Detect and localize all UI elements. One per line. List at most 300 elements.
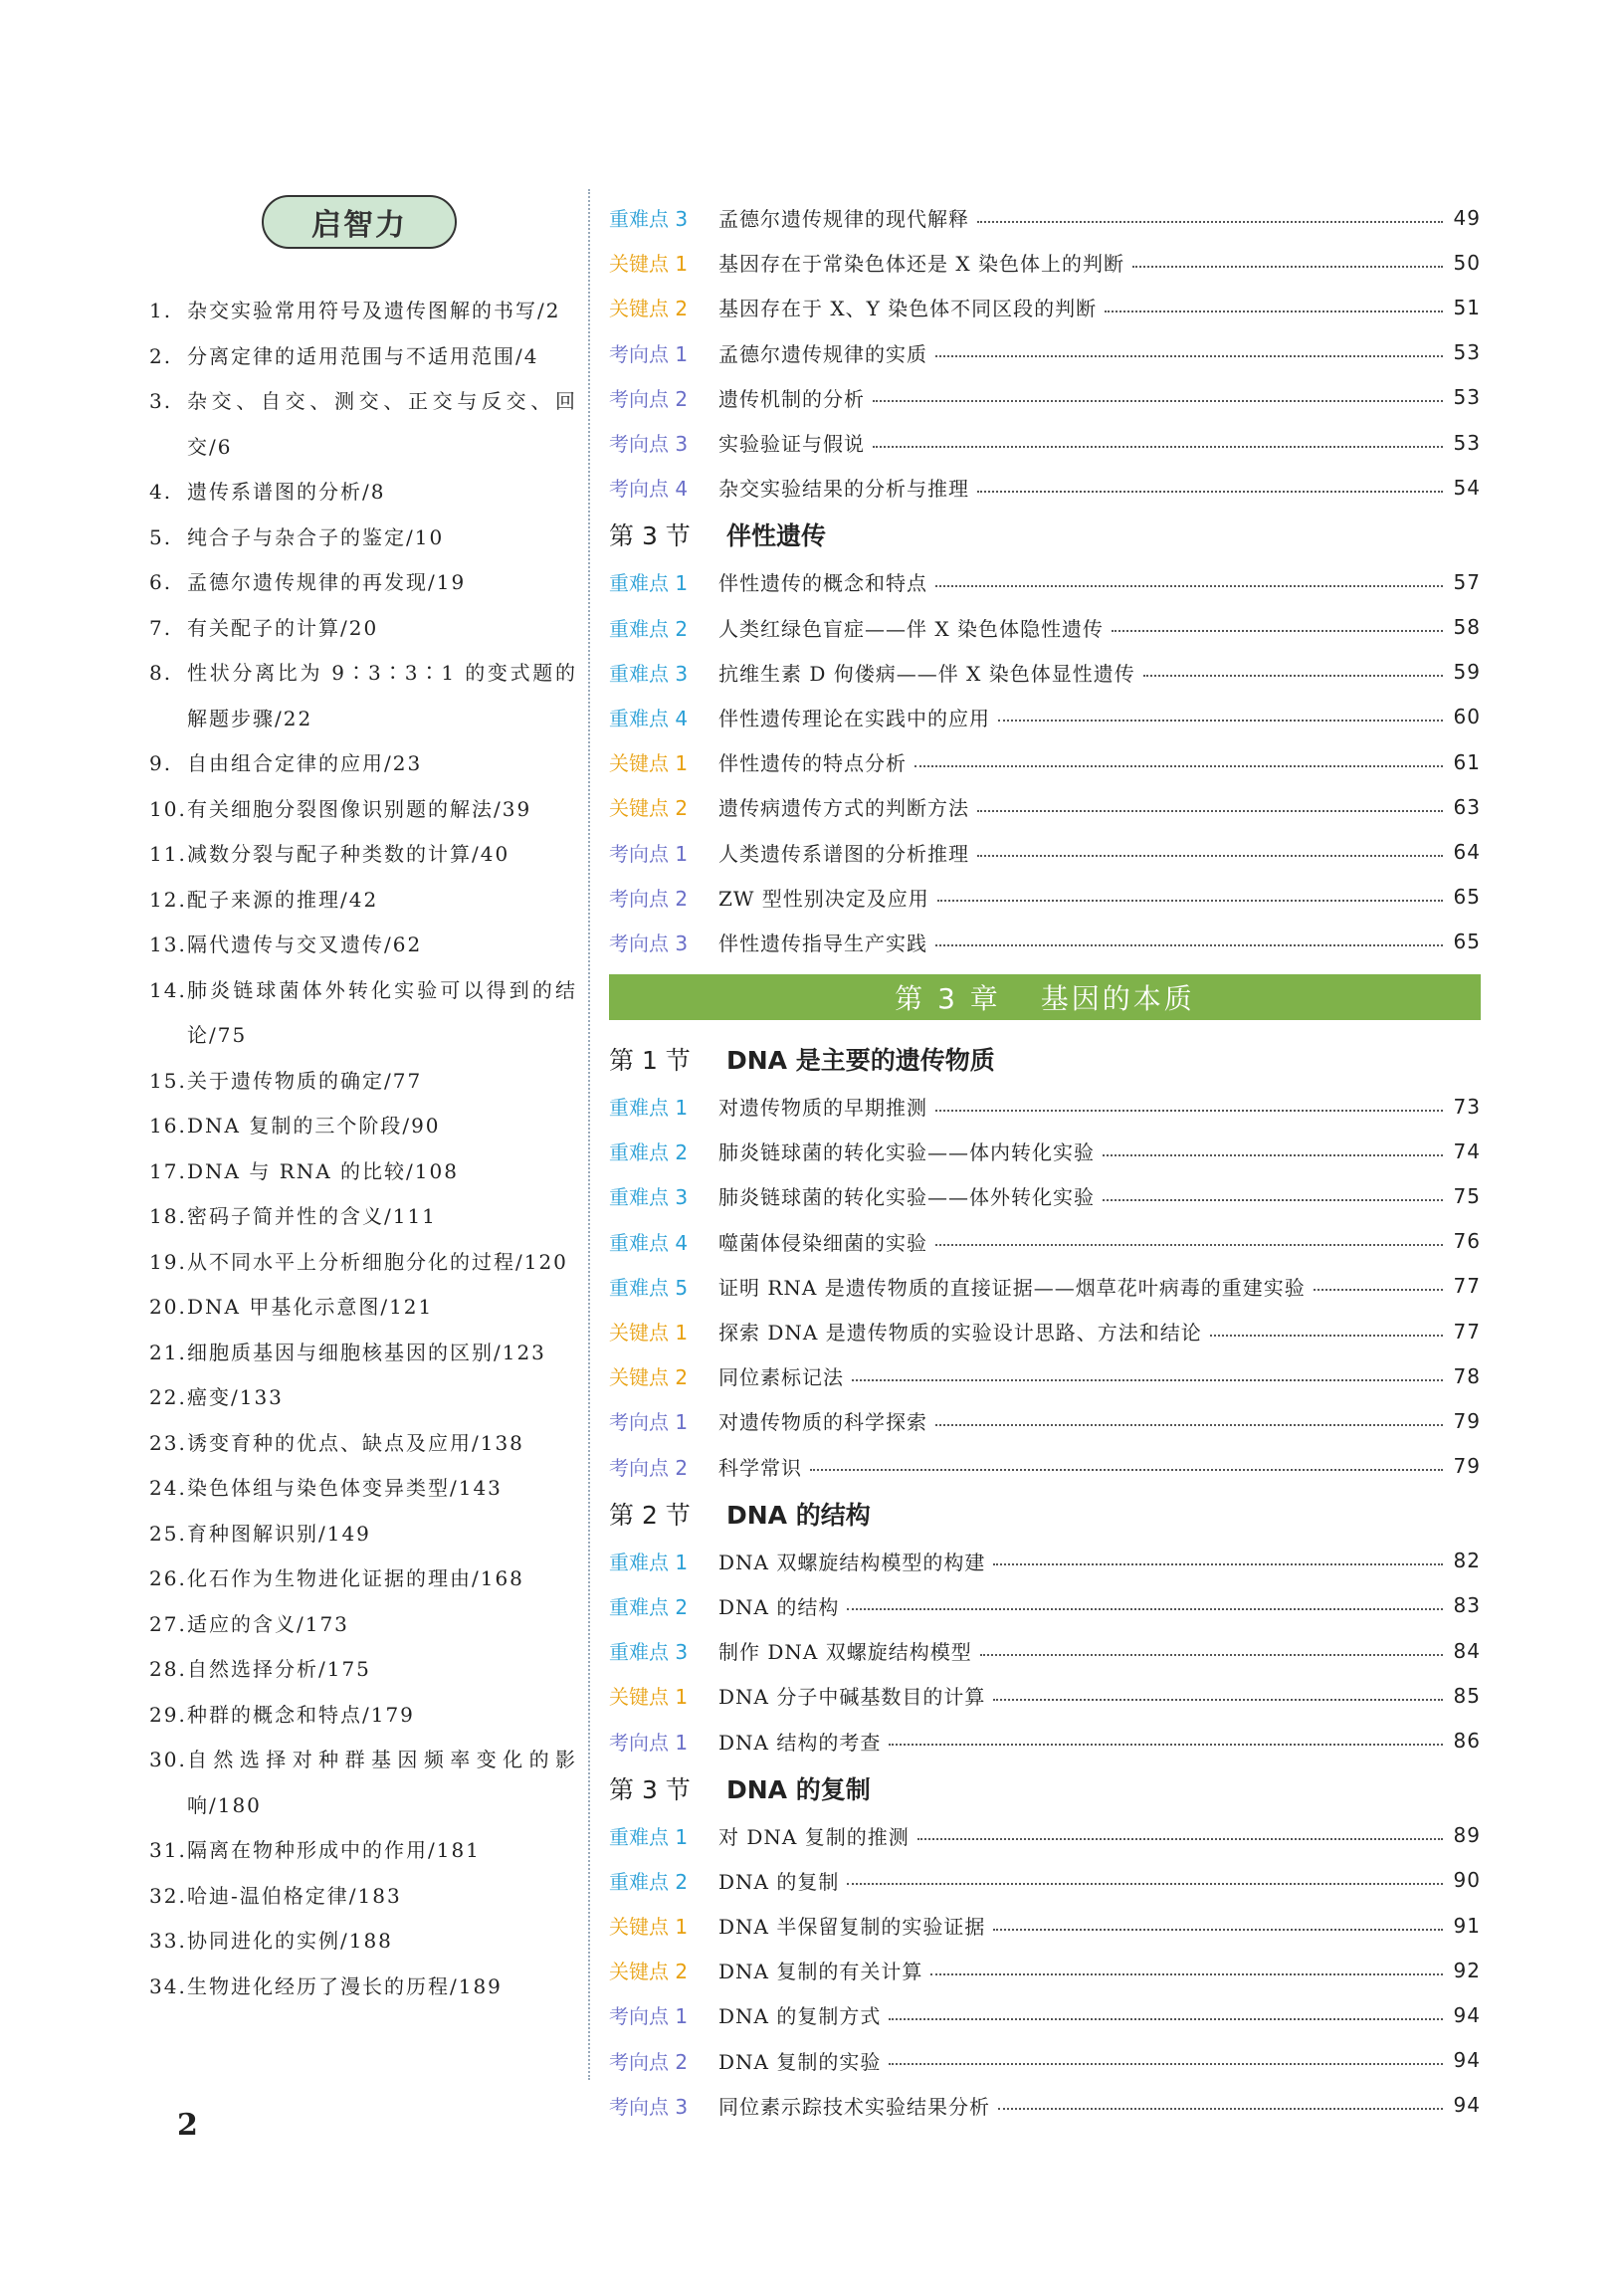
tip-number: 23. [149, 1430, 187, 1455]
toc-tag: 重难点 5 [609, 1275, 689, 1300]
toc-entry[interactable] [609, 1173, 1481, 1218]
tip-number: 13. [149, 932, 187, 956]
tip-text: DNA 与 RNA 的比较/108 [187, 1158, 459, 1183]
dot-leader [852, 1379, 1443, 1381]
toc-title: 同位素示踪技术实验结果分析 [718, 2094, 990, 2119]
dot-leader [1210, 1335, 1443, 1337]
dot-leader [810, 1469, 1443, 1471]
tip-text: 育种图解识别/149 [187, 1521, 371, 1546]
toc-entry[interactable] [609, 285, 1481, 329]
tip-number: 34. [149, 1973, 187, 1998]
toc-tag: 考向点 1 [609, 1410, 689, 1435]
tip-number: 12. [149, 887, 187, 912]
tip-item[interactable] [149, 1331, 577, 1376]
toc-entry[interactable] [609, 920, 1481, 964]
tip-number: 24. [149, 1476, 187, 1500]
section-heading[interactable] [609, 1489, 1481, 1539]
toc-tag: 重难点 3 [609, 1640, 689, 1665]
tip-number: 1. [149, 299, 173, 322]
dot-leader [914, 765, 1443, 767]
toc-entry[interactable] [609, 1718, 1481, 1762]
toc-title: DNA 的复制方式 [718, 2004, 882, 2029]
tip-item[interactable] [149, 1693, 577, 1739]
tip-text: DNA 复制的三个阶段/90 [187, 1114, 441, 1138]
toc-title: 人类红绿色盲症——伴 X 染色体隐性遗传 [718, 616, 1104, 641]
tip-item[interactable] [149, 470, 577, 516]
chapter-banner[interactable] [609, 974, 1481, 1020]
tips-list [149, 289, 577, 2009]
toc-tag: 考向点 3 [609, 931, 689, 955]
tip-item[interactable] [149, 1965, 577, 2010]
toc-tag: 关键点 1 [609, 252, 689, 277]
toc-title: 伴性遗传指导生产实践 [718, 931, 927, 955]
toc-entry[interactable] [609, 739, 1481, 784]
toc-tag: 关键点 1 [609, 1915, 689, 1940]
tip-number: 19. [149, 1249, 187, 1274]
tip-text: 哈迪-温伯格定律/183 [187, 1883, 402, 1908]
toc-title: 肺炎链球菌的转化实验——体内转化实验 [718, 1140, 1095, 1165]
toc-title: 抗维生素 D 佝偻病——伴 X 染色体显性遗传 [718, 661, 1135, 686]
dot-leader [935, 585, 1443, 587]
tip-text: 适应的含义/173 [187, 1611, 349, 1636]
toc-tag: 考向点 3 [609, 432, 689, 457]
dot-leader [977, 810, 1443, 812]
toc-tag: 重难点 2 [609, 1869, 689, 1894]
tip-text: 自然选择分析/175 [187, 1657, 371, 1681]
toc-tag: 重难点 2 [609, 1140, 689, 1165]
dot-leader [889, 2018, 1443, 2020]
toc-page: 60 [1453, 705, 1481, 729]
toc-entry[interactable] [609, 1219, 1481, 1264]
toc-page: 77 [1453, 1319, 1481, 1344]
tip-number: 14. [149, 977, 187, 1002]
toc-entry[interactable] [609, 375, 1481, 420]
toc-page: 73 [1453, 1094, 1481, 1119]
toc-tag: 重难点 2 [609, 616, 689, 641]
tip-number: 20. [149, 1295, 187, 1319]
tip-text: DNA 甲基化示意图/121 [187, 1295, 434, 1319]
toc-page: 61 [1453, 749, 1481, 774]
toc-tag: 考向点 1 [609, 841, 689, 866]
toc-entry[interactable] [609, 1583, 1481, 1628]
tip-number: 28. [149, 1657, 187, 1681]
dot-leader [977, 855, 1443, 857]
dot-leader [935, 1110, 1443, 1112]
tip-item[interactable] [149, 1104, 577, 1149]
tip-item[interactable] [149, 289, 577, 334]
toc-entry[interactable] [609, 829, 1481, 874]
dot-leader [873, 400, 1443, 402]
tip-text: 自然选择对种群基因频率变化的影响/180 [187, 1748, 577, 1817]
tip-number: 27. [149, 1611, 187, 1636]
toc-tag: 关键点 2 [609, 1960, 689, 1984]
tip-item[interactable] [149, 1285, 577, 1331]
tip-item[interactable] [149, 334, 577, 380]
dot-leader [917, 1838, 1443, 1840]
toc-tag: 关键点 2 [609, 1365, 689, 1390]
tip-item[interactable] [149, 1149, 577, 1195]
tip-text: 有关配子的计算/20 [187, 615, 379, 640]
toc-page: 83 [1453, 1593, 1481, 1618]
toc-entry[interactable] [609, 240, 1481, 285]
toc-entry[interactable] [609, 650, 1481, 695]
toc-title: 遗传病遗传方式的判断方法 [718, 796, 969, 821]
toc-page: 74 [1453, 1139, 1481, 1163]
tip-number: 8. [149, 661, 173, 685]
toc-title: 证明 RNA 是遗传物质的直接证据——烟草花叶病毒的重建实验 [718, 1275, 1306, 1300]
dot-leader [1112, 630, 1443, 632]
toc-title: 实验验证与假说 [718, 432, 865, 457]
toc-page: 75 [1453, 1183, 1481, 1208]
section-number: 第 1 节 [609, 1046, 691, 1075]
toc-title: 人类遗传系谱图的分析推理 [718, 841, 969, 866]
toc-entry[interactable] [609, 1858, 1481, 1903]
toc-tag: 关键点 1 [609, 1321, 689, 1346]
chapter-title: 基因的本质 [1040, 982, 1195, 1015]
toc-entry[interactable] [609, 1309, 1481, 1353]
tip-text: 协同进化的实例/188 [187, 1929, 393, 1953]
tip-number: 33. [149, 1929, 187, 1953]
toc-tag: 重难点 1 [609, 1096, 689, 1121]
tip-item[interactable] [149, 787, 577, 833]
toc-page: 65 [1453, 885, 1481, 910]
toc-title: 科学常识 [718, 1455, 802, 1480]
toc-tag: 考向点 1 [609, 341, 689, 366]
dot-leader [847, 1608, 1443, 1610]
section-heading[interactable] [609, 1034, 1481, 1084]
tip-number: 31. [149, 1838, 187, 1862]
dot-leader [935, 944, 1443, 946]
dot-leader [1103, 1199, 1443, 1201]
tip-text: 自由组合定律的应用/23 [187, 751, 423, 775]
toc-title: 探索 DNA 是遗传物质的实验设计思路、方法和结论 [718, 1321, 1202, 1346]
toc-title: DNA 双螺旋结构模型的构建 [718, 1550, 986, 1574]
tip-item[interactable] [149, 968, 577, 1059]
dot-leader [998, 2108, 1443, 2110]
tip-text: 遗传系谱图的分析/8 [187, 480, 386, 504]
tip-item[interactable] [149, 379, 577, 470]
toc-entry[interactable] [609, 1948, 1481, 1992]
tip-number: 26. [149, 1566, 187, 1590]
tip-item[interactable] [149, 1647, 577, 1693]
toc-entry[interactable] [609, 875, 1481, 920]
toc-tag: 重难点 4 [609, 706, 689, 730]
tip-text: 种群的概念和特点/179 [187, 1702, 415, 1727]
toc-title: 肺炎链球菌的转化实验——体外转化实验 [718, 1185, 1095, 1210]
toc-tag: 考向点 3 [609, 2094, 689, 2119]
dot-leader [977, 221, 1443, 223]
page-number: 2 [177, 2108, 198, 2143]
tip-text: 细胞质基因与细胞核基因的区别/123 [187, 1340, 546, 1364]
toc-tag: 关键点 2 [609, 796, 689, 821]
dot-leader [1132, 266, 1443, 268]
dot-leader [930, 1973, 1443, 1975]
tip-number: 17. [149, 1158, 187, 1183]
tip-text: 纯合子与杂合子的鉴定/10 [187, 524, 445, 549]
toc-entry[interactable] [609, 1084, 1481, 1129]
toc-title: 对 DNA 复制的推测 [718, 1824, 910, 1849]
toc-tag: 考向点 4 [609, 477, 689, 502]
toc-page: 90 [1453, 1868, 1481, 1893]
section-number: 第 3 节 [609, 521, 691, 551]
toc-title: DNA 的结构 [718, 1594, 840, 1619]
toc-entry[interactable] [609, 465, 1481, 510]
toc-title: 杂交实验结果的分析与推理 [718, 477, 969, 502]
dot-leader [977, 491, 1443, 493]
tip-number: 21. [149, 1340, 187, 1364]
toc-page: 94 [1453, 2093, 1481, 2118]
toc-title: ZW 型性别决定及应用 [718, 886, 929, 911]
toc-page: 85 [1453, 1683, 1481, 1708]
toc-page: 53 [1453, 340, 1481, 365]
tip-text: 癌变/133 [187, 1385, 284, 1409]
dot-leader [993, 1699, 1443, 1701]
tip-text: 化石作为生物进化证据的理由/168 [187, 1566, 524, 1590]
tip-item[interactable] [149, 1919, 577, 1965]
tip-item[interactable] [149, 560, 577, 606]
toc-entry[interactable] [609, 420, 1481, 465]
tip-item[interactable] [149, 1059, 577, 1105]
tip-item[interactable] [149, 832, 577, 878]
toc-tag: 考向点 2 [609, 2049, 689, 2074]
tip-item[interactable] [149, 878, 577, 924]
toc-entry[interactable] [609, 1353, 1481, 1398]
toc-title: 同位素标记法 [718, 1365, 844, 1390]
tip-number: 5. [149, 524, 173, 549]
toc-page: 57 [1453, 569, 1481, 594]
toc-page: 82 [1453, 1549, 1481, 1573]
toc-entry[interactable] [609, 1444, 1481, 1489]
toc-entry[interactable] [609, 1398, 1481, 1443]
toc-page: 91 [1453, 1913, 1481, 1938]
tip-number: 6. [149, 570, 173, 594]
tip-text: 性状分离比为 9∶3∶3∶1 的变式题的解题步骤/22 [187, 661, 577, 730]
toc-tag: 关键点 1 [609, 751, 689, 776]
toc-column [609, 195, 1481, 2128]
tip-text: 隔离在物种形成中的作用/181 [187, 1838, 481, 1862]
toc-page: 92 [1453, 1958, 1481, 1982]
tip-item[interactable] [149, 741, 577, 787]
tip-number: 18. [149, 1204, 187, 1228]
tip-number: 29. [149, 1702, 187, 1727]
chapter-number: 第 3 章 [895, 982, 1001, 1015]
section-number: 第 2 节 [609, 1500, 691, 1530]
toc-entry[interactable] [609, 1539, 1481, 1583]
tip-text: 诱变育种的优点、缺点及应用/138 [187, 1430, 524, 1455]
dot-leader [889, 2063, 1443, 2065]
tip-item[interactable] [149, 1738, 577, 1828]
tip-text: 从不同水平上分析细胞分化的过程/120 [187, 1249, 568, 1274]
tip-text: 杂交实验常用符号及遗传图解的书写/2 [187, 299, 561, 322]
tip-item[interactable] [149, 1828, 577, 1874]
toc-page: 63 [1453, 794, 1481, 819]
tip-number: 22. [149, 1385, 187, 1409]
tip-number: 32. [149, 1883, 187, 1908]
tip-text: 孟德尔遗传规律的再发现/19 [187, 570, 467, 594]
toc-page: 89 [1453, 1823, 1481, 1848]
toc-page: 79 [1453, 1454, 1481, 1479]
tip-number: 3. [149, 389, 173, 413]
tip-item[interactable] [149, 1240, 577, 1286]
toc-title: 遗传机制的分析 [718, 386, 865, 411]
toc-tag: 重难点 1 [609, 1550, 689, 1574]
tip-text: 关于遗传物质的确定/77 [187, 1068, 423, 1093]
tip-text: 密码子简并性的含义/111 [187, 1204, 437, 1228]
toc-entry[interactable] [609, 1992, 1481, 2037]
dot-leader [1103, 1154, 1443, 1156]
toc-page: 51 [1453, 295, 1481, 319]
section-title: DNA 的复制 [726, 1774, 871, 1804]
toc-page: 78 [1453, 1363, 1481, 1388]
dot-leader [935, 355, 1443, 357]
section-heading[interactable] [609, 510, 1481, 559]
toc-tag: 重难点 2 [609, 1594, 689, 1619]
dot-leader [998, 720, 1443, 722]
tip-number: 10. [149, 796, 187, 821]
dot-leader [1314, 1289, 1443, 1291]
section-badge: 启智力 [262, 195, 457, 249]
section-number: 第 3 节 [609, 1774, 691, 1804]
toc-page: 76 [1453, 1229, 1481, 1254]
tip-text: 肺炎链球菌体外转化实验可以得到的结论/75 [187, 977, 577, 1047]
toc-title: DNA 的复制 [718, 1869, 840, 1894]
toc-entry[interactable] [609, 1264, 1481, 1309]
toc-entry[interactable] [609, 1903, 1481, 1948]
dot-leader [937, 900, 1443, 902]
tip-number: 4. [149, 480, 173, 504]
dot-leader [889, 1744, 1443, 1746]
tip-text: 隔代遗传与交叉遗传/62 [187, 932, 423, 956]
dot-leader [993, 1929, 1443, 1931]
tip-text: 有关细胞分裂图像识别题的解法/39 [187, 796, 532, 821]
tip-number: 2. [149, 343, 173, 368]
toc-page: 50 [1453, 250, 1481, 275]
toc-page: 94 [1453, 2048, 1481, 2073]
toc-tag: 关键点 2 [609, 297, 689, 321]
dot-leader [1143, 675, 1443, 677]
toc-entry[interactable] [609, 330, 1481, 375]
tip-item[interactable] [149, 1194, 577, 1240]
tip-item[interactable] [149, 1512, 577, 1557]
toc-title: 伴性遗传的概念和特点 [718, 571, 927, 596]
toc-page: 58 [1453, 615, 1481, 640]
tip-text: 分离定律的适用范围与不适用范围/4 [187, 343, 539, 368]
section-title: DNA 的结构 [726, 1500, 871, 1530]
toc-title: 对遗传物质的科学探索 [718, 1410, 927, 1435]
tip-item[interactable] [149, 1874, 577, 1920]
toc-title: DNA 复制的实验 [718, 2049, 882, 2074]
toc-entry[interactable] [609, 559, 1481, 604]
tip-item[interactable] [149, 516, 577, 561]
tip-item[interactable] [149, 651, 577, 741]
toc-entry[interactable] [609, 784, 1481, 829]
toc-page: 54 [1453, 475, 1481, 500]
section-title: 伴性遗传 [726, 521, 827, 551]
tip-number: 30. [149, 1748, 187, 1771]
toc-page: 86 [1453, 1729, 1481, 1754]
toc-entry[interactable] [609, 1628, 1481, 1673]
toc-page: 64 [1453, 840, 1481, 865]
tip-text: 杂交、自交、测交、正交与反交、回交/6 [187, 389, 577, 459]
toc-page: 65 [1453, 930, 1481, 954]
tip-number: 15. [149, 1068, 187, 1093]
section-title: DNA 是主要的遗传物质 [726, 1046, 995, 1075]
toc-tag: 考向点 1 [609, 2004, 689, 2029]
toc-tag: 考向点 2 [609, 886, 689, 911]
toc-entry[interactable] [609, 605, 1481, 650]
tip-text: 配子来源的推理/42 [187, 887, 379, 912]
dot-leader [847, 1883, 1443, 1885]
toc-title: 伴性遗传的特点分析 [718, 751, 907, 776]
toc-title: DNA 分子中碱基数目的计算 [718, 1685, 986, 1710]
toc-page: 79 [1453, 1408, 1481, 1433]
toc-tag: 重难点 4 [609, 1230, 689, 1255]
toc-title: 对遗传物质的早期推测 [718, 1096, 927, 1121]
toc-title: 噬菌体侵染细菌的实验 [718, 1230, 927, 1255]
toc-entry[interactable] [609, 1813, 1481, 1858]
toc-title: 孟德尔遗传规律的实质 [718, 341, 927, 366]
toc-tag: 考向点 2 [609, 386, 689, 411]
toc-page: 94 [1453, 2002, 1481, 2027]
toc-tag: 重难点 3 [609, 1185, 689, 1210]
toc-title: 孟德尔遗传规律的现代解释 [718, 207, 969, 232]
toc-title: DNA 结构的考查 [718, 1730, 882, 1755]
tip-item[interactable] [149, 1556, 577, 1602]
section-heading[interactable] [609, 1763, 1481, 1813]
toc-entry[interactable] [609, 195, 1481, 240]
toc-tag: 重难点 3 [609, 661, 689, 686]
tip-item[interactable] [149, 1466, 577, 1512]
toc-title: 伴性遗传理论在实践中的应用 [718, 706, 990, 730]
tip-number: 16. [149, 1114, 187, 1138]
toc-title: DNA 半保留复制的实验证据 [718, 1915, 986, 1940]
tip-item[interactable] [149, 1375, 577, 1421]
tip-number: 11. [149, 842, 187, 866]
toc-title: 基因存在于 X、Y 染色体不同区段的判断 [718, 297, 1098, 321]
toc-tag: 重难点 3 [609, 207, 689, 232]
column-divider [588, 189, 590, 2080]
tip-item[interactable] [149, 1602, 577, 1648]
dot-leader [935, 1424, 1443, 1426]
dot-leader [873, 446, 1443, 448]
toc-entry[interactable] [609, 2083, 1481, 2128]
toc-tag: 重难点 1 [609, 571, 689, 596]
tip-number: 25. [149, 1521, 187, 1546]
toc-entry[interactable] [609, 1129, 1481, 1173]
tip-item[interactable] [149, 1421, 577, 1467]
toc-entry[interactable] [609, 1673, 1481, 1718]
tip-text: 生物进化经历了漫长的历程/189 [187, 1973, 503, 1998]
toc-page: 59 [1453, 660, 1481, 685]
dot-leader [993, 1563, 1443, 1565]
tip-text: 减数分裂与配子种类数的计算/40 [187, 842, 510, 866]
dot-leader [1105, 311, 1443, 312]
tip-number: 7. [149, 615, 173, 640]
toc-page: 53 [1453, 430, 1481, 455]
tip-item[interactable] [149, 923, 577, 968]
toc-tag: 关键点 1 [609, 1685, 689, 1710]
toc-tag: 考向点 2 [609, 1455, 689, 1480]
tip-item[interactable] [149, 606, 577, 652]
dot-leader [980, 1654, 1443, 1656]
toc-page: 84 [1453, 1638, 1481, 1663]
toc-title: 基因存在于常染色体还是 X 染色体上的判断 [718, 252, 1124, 277]
toc-page: 77 [1453, 1274, 1481, 1299]
tip-text: 染色体组与染色体变异类型/143 [187, 1476, 503, 1500]
toc-entry[interactable] [609, 2038, 1481, 2083]
toc-tag: 考向点 1 [609, 1730, 689, 1755]
toc-entry[interactable] [609, 695, 1481, 739]
